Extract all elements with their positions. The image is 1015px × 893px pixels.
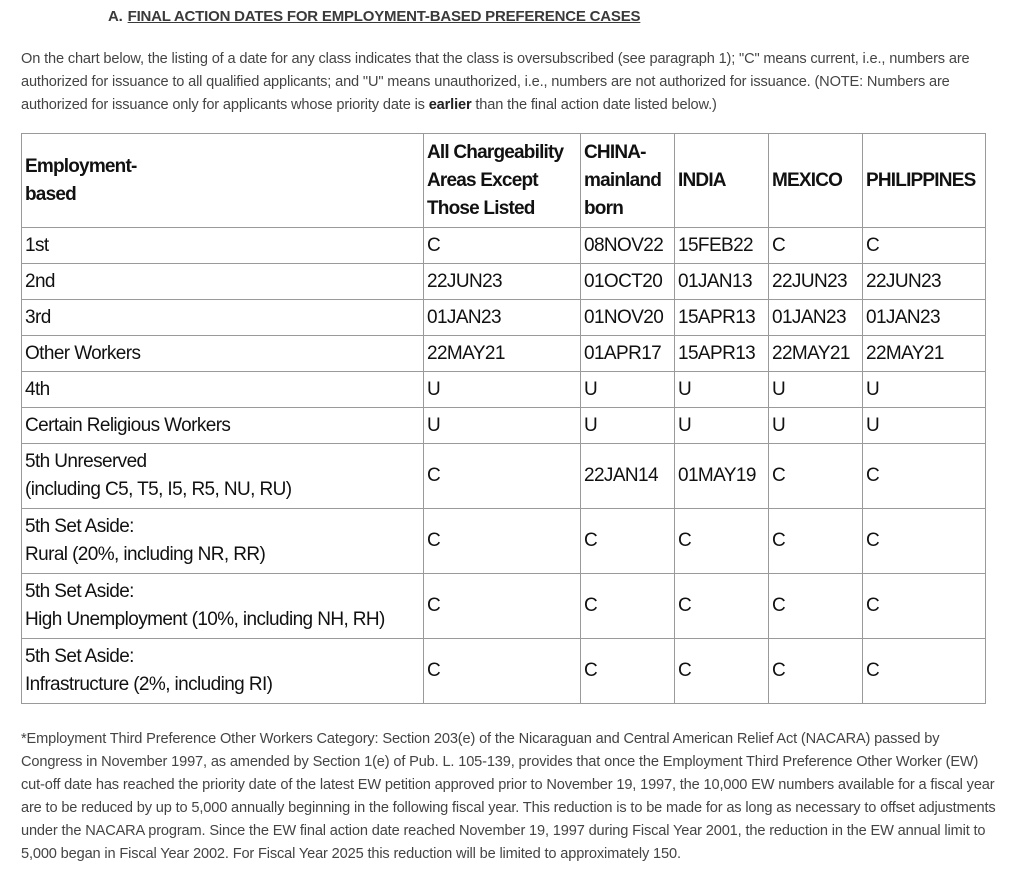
date-cell: 01JAN23 xyxy=(769,300,863,336)
date-cell: C xyxy=(581,639,675,704)
date-cell: U xyxy=(581,408,675,444)
date-cell: C xyxy=(424,509,581,574)
category-cell xyxy=(22,336,424,372)
section-letter: A. xyxy=(108,8,123,25)
date-cell: U xyxy=(675,372,769,408)
date-cell: 22MAY21 xyxy=(769,336,863,372)
cell-line: 5th Unreserved xyxy=(25,451,147,472)
header-mexico xyxy=(769,134,863,228)
section-heading xyxy=(108,8,640,25)
category-cell xyxy=(22,372,424,408)
date-cell: 01JAN23 xyxy=(863,300,986,336)
section-title: FINAL ACTION DATES FOR EMPLOYMENT-BASED PREFERENCE CASES xyxy=(127,8,641,25)
date-cell: C xyxy=(769,444,863,509)
cell-line: 4th xyxy=(25,378,50,400)
header-all-chargeability xyxy=(424,134,581,228)
category-cell xyxy=(22,509,424,574)
header-india xyxy=(675,134,769,228)
cell-line: 5th Set Aside: xyxy=(25,581,134,602)
cell-line: 5th Set Aside: xyxy=(25,646,134,667)
table-row xyxy=(22,574,986,639)
category-cell xyxy=(22,408,424,444)
cell-line: Those Listed xyxy=(427,197,535,219)
category-cell xyxy=(22,574,424,639)
table-row xyxy=(22,444,986,509)
date-cell: C xyxy=(863,228,986,264)
date-cell: C xyxy=(424,639,581,704)
table-row xyxy=(22,408,986,444)
date-cell: 22MAY21 xyxy=(863,336,986,372)
date-cell: 01NOV20 xyxy=(581,300,675,336)
table-row xyxy=(22,336,986,372)
header-china xyxy=(581,134,675,228)
date-cell: U xyxy=(424,408,581,444)
date-cell: C xyxy=(863,574,986,639)
date-cell: C xyxy=(675,574,769,639)
table-row xyxy=(22,509,986,574)
table-body xyxy=(22,228,986,704)
footnote: *Employment Third Preference Other Workers Category: Section 203(e) of the Nicaraguan and Central American Relief Act (NACARA) passed by Congress in November 1997, as amended by Section 1(e) of Pub. L. 105-139, provides that once the Employment Third Preference Other Worker (EW) cut-off date has reached the priority date of the latest EW petition approved prior to November 19, 1997, the 10,000 EW numbers available for a fiscal year are to be reduced by up to 5,000 annually beginning in the following fiscal year. This reduction is to be made for as long as necessary to offset adjustments under the NACARA program. Since the EW final action date reached November 19, 1997 during Fiscal Year 2001, the reduction in the EW annual limit to 5,000 began in Fiscal Year 2002. For Fiscal Year 2025 this reduction will be limited to approximately 150. xyxy=(21,731,996,862)
cell-line: based xyxy=(25,183,76,205)
date-cell: 22JAN14 xyxy=(581,444,675,509)
cell-line: MEXICO xyxy=(772,169,843,191)
cell-line: Rural (20%, including NR, RR) xyxy=(25,544,266,565)
date-cell: 22MAY21 xyxy=(424,336,581,372)
date-cell: C xyxy=(675,509,769,574)
date-cell: C xyxy=(675,639,769,704)
date-cell: 22JUN23 xyxy=(863,264,986,300)
date-cell: U xyxy=(769,408,863,444)
category-cell xyxy=(22,264,424,300)
date-cell: U xyxy=(863,408,986,444)
date-cell: C xyxy=(769,228,863,264)
intro-paragraph xyxy=(21,48,996,117)
category-cell xyxy=(22,444,424,509)
cell-line: Other Workers xyxy=(25,342,141,364)
cell-line: CHINA- xyxy=(584,141,646,163)
date-cell: C xyxy=(863,639,986,704)
intro-text: On the chart below, the listing of a date for any class indicates that the class is oversubscribed (see paragraph 1); "C" means current, i.e., numbers are authorized for issuance to all qualified applicants; and "U" means unauthorized, i.e., numbers are not authorized for issuance. (NOTE: Numbers are authorized for issuance only for applicants whose priority date is xyxy=(21,51,970,113)
cell-line: INDIA xyxy=(678,169,726,191)
date-cell: C xyxy=(769,639,863,704)
date-cell: U xyxy=(581,372,675,408)
cell-line: 3rd xyxy=(25,306,51,328)
category-cell xyxy=(22,228,424,264)
final-action-dates-table xyxy=(21,133,986,704)
date-cell: 01APR17 xyxy=(581,336,675,372)
cell-line: (including C5, T5, I5, R5, NU, RU) xyxy=(25,479,292,500)
intro-emphasis: earlier xyxy=(428,97,472,113)
cell-line: 1st xyxy=(25,234,49,256)
date-cell: U xyxy=(675,408,769,444)
date-cell: 01MAY19 xyxy=(675,444,769,509)
date-cell: 22JUN23 xyxy=(424,264,581,300)
cell-line: All Chargeability xyxy=(427,141,564,163)
cell-line: Infrastructure (2%, including RI) xyxy=(25,674,273,695)
date-cell: C xyxy=(863,509,986,574)
cell-line: 2nd xyxy=(25,270,55,292)
table-header-row xyxy=(22,134,986,228)
date-cell: 08NOV22 xyxy=(581,228,675,264)
date-cell: C xyxy=(424,574,581,639)
date-cell: C xyxy=(863,444,986,509)
date-cell: C xyxy=(769,509,863,574)
date-cell: 01JAN13 xyxy=(675,264,769,300)
category-cell xyxy=(22,639,424,704)
date-cell: 15APR13 xyxy=(675,300,769,336)
date-cell: U xyxy=(424,372,581,408)
date-cell: 01JAN23 xyxy=(424,300,581,336)
cell-line: 5th Set Aside: xyxy=(25,516,134,537)
date-cell: U xyxy=(769,372,863,408)
cell-line: PHILIPPINES xyxy=(866,169,976,191)
date-cell: C xyxy=(424,228,581,264)
header-employment-based xyxy=(22,134,424,228)
date-cell: U xyxy=(863,372,986,408)
date-cell: 15APR13 xyxy=(675,336,769,372)
cell-line: Areas Except xyxy=(427,169,538,191)
date-cell: C xyxy=(424,444,581,509)
cell-line: Certain Religious Workers xyxy=(25,414,231,436)
cell-line: Employment- xyxy=(25,155,137,177)
date-cell: 15FEB22 xyxy=(675,228,769,264)
intro-text-end: than the final action date listed below.) xyxy=(471,97,717,113)
cell-line: born xyxy=(584,197,624,219)
cell-line: mainland xyxy=(584,169,662,191)
table-row xyxy=(22,300,986,336)
header-philippines xyxy=(863,134,986,228)
table-row xyxy=(22,372,986,408)
date-cell: 01OCT20 xyxy=(581,264,675,300)
cell-line: High Unemployment (10%, including NH, RH) xyxy=(25,609,385,630)
table-row xyxy=(22,264,986,300)
date-cell: C xyxy=(581,509,675,574)
table-row xyxy=(22,639,986,704)
date-cell: 22JUN23 xyxy=(769,264,863,300)
date-cell: C xyxy=(581,574,675,639)
table-row xyxy=(22,228,986,264)
date-cell: C xyxy=(769,574,863,639)
category-cell xyxy=(22,300,424,336)
